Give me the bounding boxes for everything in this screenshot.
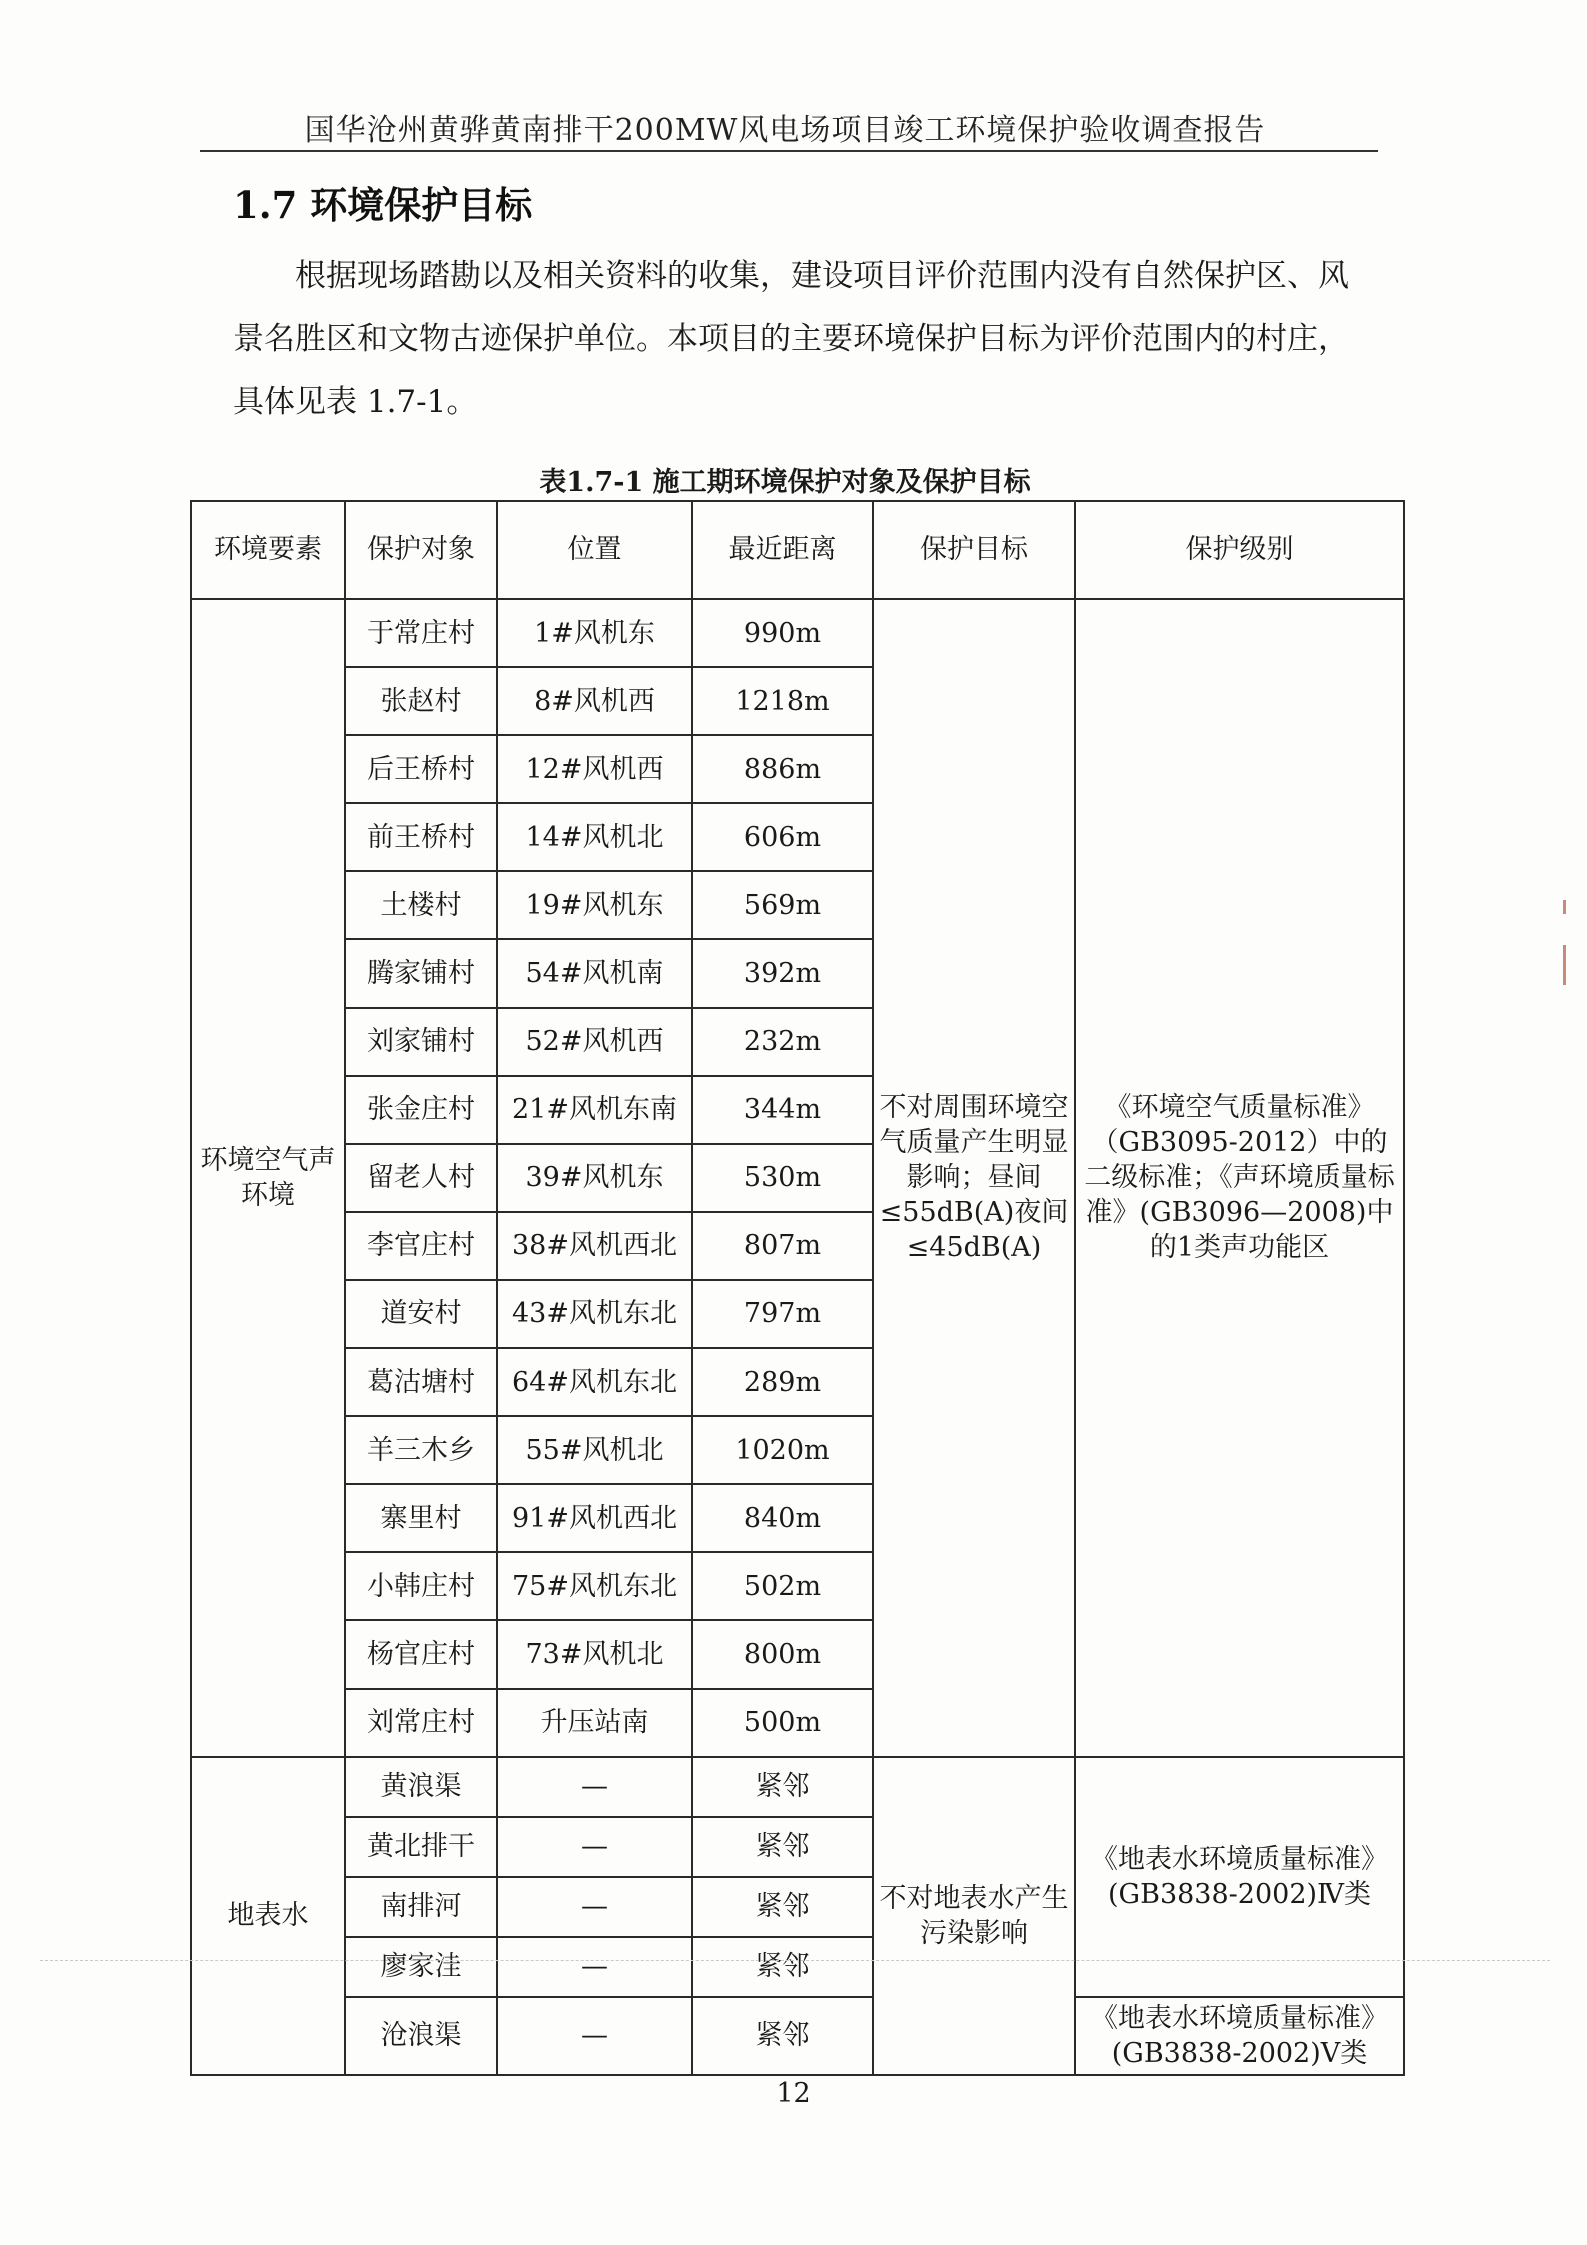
position-cell: 64#风机东北: [497, 1348, 692, 1416]
position-cell: —: [497, 1877, 692, 1937]
position-cell: 8#风机西: [497, 667, 692, 735]
protected-object-cell: 沧浪渠: [345, 1997, 497, 2075]
distance-cell: 569m: [692, 871, 873, 939]
distance-cell: 紧邻: [692, 1817, 873, 1877]
protected-object-cell: 道安村: [345, 1280, 497, 1348]
section-title: 1.7 环境保护目标: [233, 183, 533, 227]
position-cell: —: [497, 1757, 692, 1817]
protected-object-cell: 李官庄村: [345, 1212, 497, 1280]
table-header-row: [191, 501, 1404, 599]
distance-cell: 232m: [692, 1008, 873, 1076]
protected-object-cell: 寨里村: [345, 1484, 497, 1552]
protected-object-cell: 黄浪渠: [345, 1757, 497, 1817]
header-cell-distance: 最近距离: [692, 501, 873, 599]
distance-cell: 1218m: [692, 667, 873, 735]
distance-cell: 807m: [692, 1212, 873, 1280]
header-cell-position: 位置: [497, 501, 692, 599]
page-number: 12: [776, 2078, 811, 2109]
header-divider: [200, 150, 1378, 152]
position-cell: 91#风机西北: [497, 1484, 692, 1552]
protected-object-cell: 羊三木乡: [345, 1416, 497, 1484]
position-cell: 19#风机东: [497, 871, 692, 939]
distance-cell: 紧邻: [692, 1757, 873, 1817]
position-cell: 升压站南: [497, 1689, 692, 1757]
position-cell: 54#风机南: [497, 939, 692, 1007]
distance-cell: 797m: [692, 1280, 873, 1348]
protected-object-cell: 留老人村: [345, 1144, 497, 1212]
protection-level-cell: 《环境空气质量标准》（GB3095-2012）中的二级标准；《声环境质量标准》(GB3096—2008)中的1类声功能区: [1075, 599, 1404, 1757]
distance-cell: 紧邻: [692, 1877, 873, 1937]
position-cell: —: [497, 1997, 692, 2075]
position-cell: 21#风机东南: [497, 1076, 692, 1144]
protected-object-cell: 土楼村: [345, 871, 497, 939]
position-cell: —: [497, 1937, 692, 1997]
document-header: 国华沧州黄骅黄南排干200MW风电场项目竣工环境保护验收调查报告: [304, 113, 1266, 148]
body-paragraph: 根据现场踏勘以及相关资料的收集，建设项目评价范围内没有自然保护区、风景名胜区和文物古迹保护单位。本项目的主要环境保护目标为评价范围内的村庄，具体见表 1.7-1。: [233, 258, 1349, 420]
table-row: [191, 1757, 1404, 1817]
distance-cell: 886m: [692, 735, 873, 803]
distance-cell: 289m: [692, 1348, 873, 1416]
distance-cell: 800m: [692, 1620, 873, 1688]
protection-targets-table: [190, 500, 1405, 2076]
protection-level-cell: 《地表水环境质量标准》(GB3838-2002)Ⅳ类: [1075, 1757, 1404, 1997]
distance-cell: 紧邻: [692, 1997, 873, 2075]
header-cell-level: 保护级别: [1075, 501, 1404, 599]
position-cell: 52#风机西: [497, 1008, 692, 1076]
distance-cell: 紧邻: [692, 1937, 873, 1997]
position-cell: 73#风机北: [497, 1620, 692, 1688]
distance-cell: 840m: [692, 1484, 873, 1552]
position-cell: 12#风机西: [497, 735, 692, 803]
env-element-cell: 地表水: [191, 1757, 345, 2075]
protected-object-cell: 小韩庄村: [345, 1552, 497, 1620]
protection-level-cell: 《地表水环境质量标准》(GB3838-2002)Ⅴ类: [1075, 1997, 1404, 2075]
scan-artifact: [1563, 945, 1566, 985]
table-caption: 表1.7-1 施工期环境保护对象及保护目标: [539, 467, 1031, 498]
table-body: [191, 501, 1404, 2075]
position-cell: —: [497, 1817, 692, 1877]
header-cell-element: 环境要素: [191, 501, 345, 599]
distance-cell: 606m: [692, 803, 873, 871]
protected-object-cell: 张赵村: [345, 667, 497, 735]
distance-cell: 344m: [692, 1076, 873, 1144]
protection-target-cell: 不对周围环境空气质量产生明显影响；昼间≤55dB(A)夜间≤45dB(A): [873, 599, 1075, 1757]
protected-object-cell: 腾家铺村: [345, 939, 497, 1007]
header-cell-target: 保护目标: [873, 501, 1075, 599]
env-element-cell: 环境空气声环境: [191, 599, 345, 1757]
position-cell: 55#风机北: [497, 1416, 692, 1484]
protected-object-cell: 刘家铺村: [345, 1008, 497, 1076]
table-row: [191, 599, 1404, 667]
protected-object-cell: 后王桥村: [345, 735, 497, 803]
protected-object-cell: 刘常庄村: [345, 1689, 497, 1757]
protected-object-cell: 张金庄村: [345, 1076, 497, 1144]
protected-object-cell: 于常庄村: [345, 599, 497, 667]
protected-object-cell: 黄北排干: [345, 1817, 497, 1877]
distance-cell: 392m: [692, 939, 873, 1007]
distance-cell: 530m: [692, 1144, 873, 1212]
distance-cell: 500m: [692, 1689, 873, 1757]
protected-object-cell: 南排河: [345, 1877, 497, 1937]
protected-object-cell: 前王桥村: [345, 803, 497, 871]
header-cell-object: 保护对象: [345, 501, 497, 599]
position-cell: 75#风机东北: [497, 1552, 692, 1620]
position-cell: 38#风机西北: [497, 1212, 692, 1280]
protected-object-cell: 廖家洼: [345, 1937, 497, 1997]
position-cell: 43#风机东北: [497, 1280, 692, 1348]
scan-fold-line: [40, 1960, 1550, 1961]
position-cell: 14#风机北: [497, 803, 692, 871]
distance-cell: 1020m: [692, 1416, 873, 1484]
table-row: [191, 1997, 1404, 2075]
position-cell: 1#风机东: [497, 599, 692, 667]
protected-object-cell: 葛沽塘村: [345, 1348, 497, 1416]
scan-artifact: [1563, 900, 1566, 914]
distance-cell: 990m: [692, 599, 873, 667]
position-cell: 39#风机东: [497, 1144, 692, 1212]
protected-object-cell: 杨官庄村: [345, 1620, 497, 1688]
distance-cell: 502m: [692, 1552, 873, 1620]
protection-target-cell: 不对地表水产生污染影响: [873, 1757, 1075, 2075]
